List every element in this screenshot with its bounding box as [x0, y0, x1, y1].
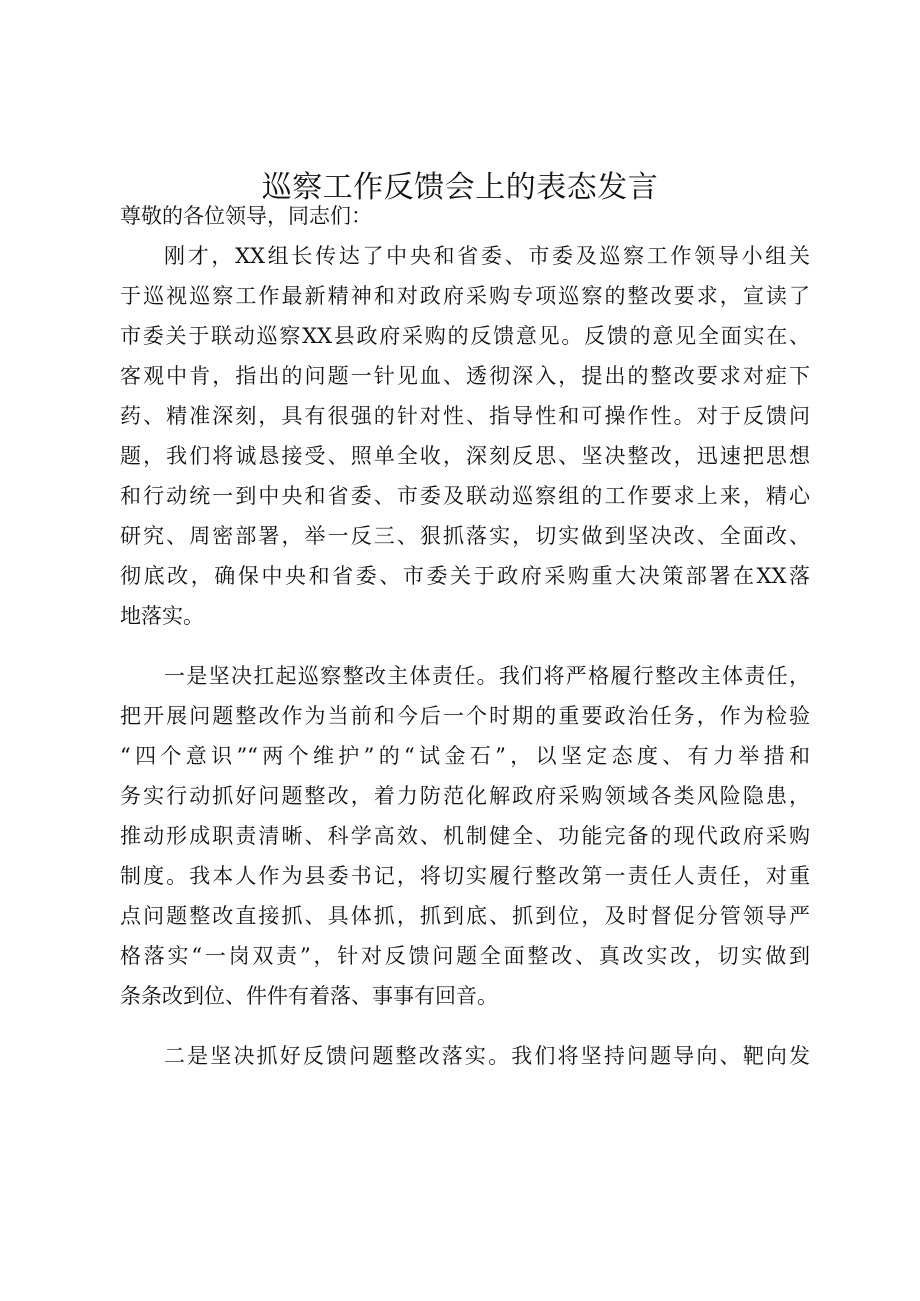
paragraph-line: 于巡视巡察工作最新精神和对政府采购专项巡察的整改要求，宣读了 [120, 284, 810, 308]
paragraph-line: 药、精准深刻，具有很强的针对性、指导性和可操作性。对于反馈问 [120, 404, 810, 428]
paragraph-1 [120, 236, 810, 636]
paragraph-line: 推动形成职责清晰、科学高效、机制健全、功能完备的现代政府采购 [120, 824, 810, 848]
paragraph-line: 格落实“一岗双责”，针对反馈问题全面整改、真改实改，切实做到 [120, 944, 810, 968]
paragraph-line: 二是坚决抓好反馈问题整改落实。我们将坚持问题导向、靶向发 [164, 1044, 810, 1068]
paragraph-line: 和行动统一到中央和省委、市委及联动巡察组的工作要求上来，精心 [120, 484, 810, 508]
paragraph-line: “四个意识”“两个维护”的“试金石”，以坚定态度、有力举措和 [120, 744, 810, 768]
paragraph-line: 客观中肯，指出的问题一针见血、透彻深入，提出的整改要求对症下 [120, 364, 810, 388]
paragraph-line: 务实行动抓好问题整改，着力防范化解政府采购领域各类风险隐患， [120, 784, 810, 808]
paragraph-line: 彻底改，确保中央和省委、市委关于政府采购重大决策部署在XX落 [120, 564, 810, 588]
paragraph-3 [120, 1036, 810, 1076]
document-title: 巡察工作反馈会上的表态发言 [261, 170, 659, 205]
document-body [120, 196, 810, 1076]
paragraph-line: 研究、周密部署，举一反三、狠抓落实，切实做到坚决改、全面改、 [120, 524, 810, 548]
paragraph-gap [120, 636, 810, 656]
paragraph-line: 把开展问题整改作为当前和今后一个时期的重要政治任务，作为检验 [120, 704, 810, 728]
paragraph-line: 一是坚决扛起巡察整改主体责任。我们将严格履行整改主体责任， [164, 664, 810, 688]
salutation: 尊敬的各位领导，同志们： [120, 204, 372, 228]
paragraph-2 [120, 656, 810, 1016]
paragraph-line: 条条改到位、件件有着落、事事有回音。 [120, 984, 498, 1008]
paragraph-line: 制度。我本人作为县委书记，将切实履行整改第一责任人责任，对重 [120, 864, 810, 888]
paragraph-gap [120, 1016, 810, 1036]
paragraph-line: 刚才，XX组长传达了中央和省委、市委及巡察工作领导小组关 [164, 244, 810, 268]
paragraph-line: 市委关于联动巡察XX县政府采购的反馈意见。反馈的意见全面实在、 [120, 324, 810, 348]
paragraph-line: 点问题整改直接抓、具体抓，抓到底、抓到位，及时督促分管领导严 [120, 904, 810, 928]
paragraph-line: 题，我们将诚恳接受、照单全收，深刻反思、坚决整改，迅速把思想 [120, 444, 810, 468]
paragraph-line: 地落实。 [120, 604, 204, 628]
